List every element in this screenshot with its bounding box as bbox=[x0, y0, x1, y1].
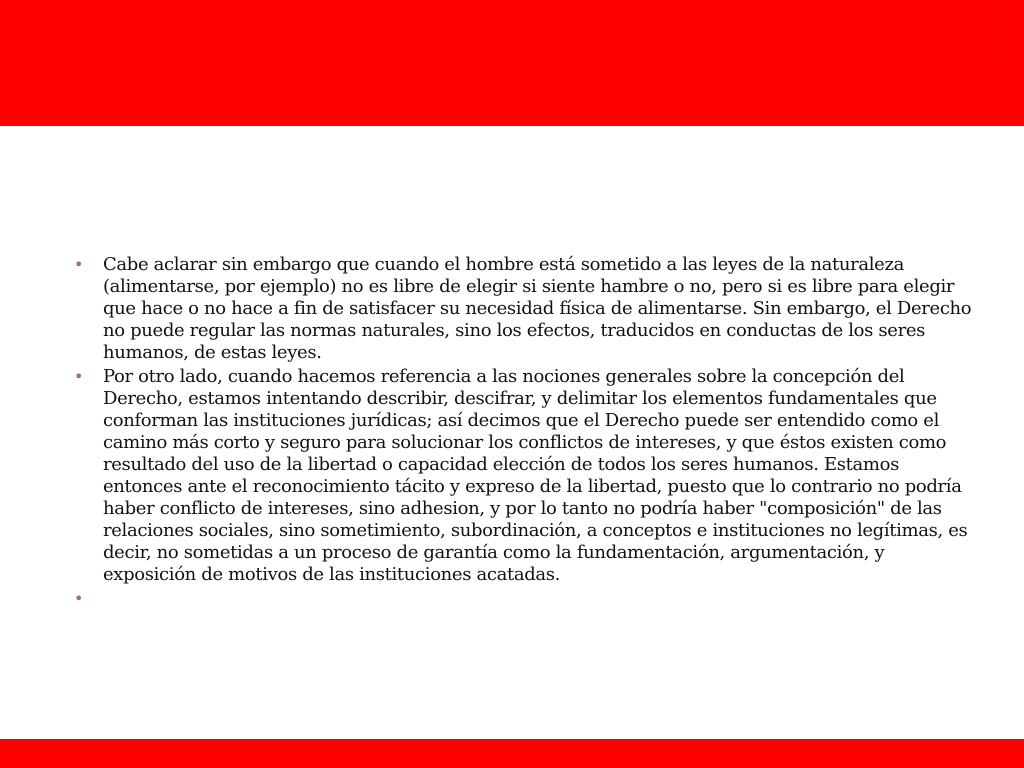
bullet-item-1 bbox=[74, 254, 974, 364]
bullet-item-3 bbox=[74, 588, 974, 610]
bullet-dot-icon: • bbox=[74, 367, 84, 386]
bottom-red-band bbox=[0, 739, 1024, 768]
bullet-text-1: Cabe aclarar sin embargo que cuando el hombre está sometido a las leyes de la naturaleza (alimentarse, por ejemplo) no es libre de elegir si siente hambre o no, pero si es libre para elegir que hace o no hace a fin de satisfacer su necesidad física de alimentarse. Sin embargo, el Derecho no puede regular las normas naturales, sino los efectos, traducidos en conductas de los seres humanos, de estas leyes. bbox=[103, 254, 972, 363]
top-band-divider bbox=[993, 0, 994, 64]
bullet-dot-icon: • bbox=[74, 255, 84, 274]
bullet-list bbox=[74, 254, 974, 610]
top-red-band bbox=[0, 0, 1024, 126]
bullet-dot-icon: • bbox=[74, 589, 84, 608]
bullet-text-2: Por otro lado, cuando hacemos referencia a las nociones generales sobre la concepción del Derecho, estamos intentando describir, descifrar, y delimitar los elementos fundamentales que conforman las instituciones jurídicas; así decimos que el Derecho puede ser entendido como el camino más corto y seguro para solucionar los conflictos de intereses, y que éstos existen como resultado del uso de la libertad o capacidad elección de todos los seres humanos. Estamos entonces ante el reconocimiento tácito y expreso de la libertad, puesto que lo contrario no podría haber conflicto de intereses, sino adhesion, y por lo tanto no podría haber "composición" de las relaciones sociales, sino sometimiento, subordinación, a conceptos e instituciones no legítimas, es decir, no sometidas a un proceso de garantía como la fundamentación, argumentación, y exposición de motivos de las instituciones acatadas. bbox=[103, 366, 968, 585]
bullet-item-2 bbox=[74, 366, 974, 586]
slide-body bbox=[74, 254, 974, 612]
